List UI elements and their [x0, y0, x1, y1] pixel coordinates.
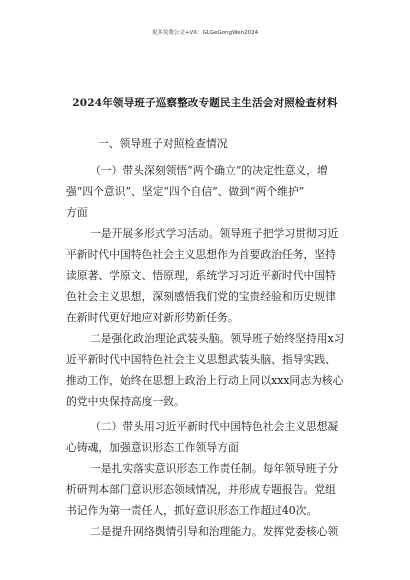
- paragraph-line: 推动工作，始终在思想上政治上行动上同以xxx同志为核心: [66, 374, 344, 387]
- paragraph-line: 二是强化政治理论武装头脑。领导班子始终坚持用x习: [90, 332, 345, 345]
- paragraph-line: 色社会主义思想，深刻感悟我们党的宝贵经验和历史规律: [66, 290, 336, 303]
- paragraph-line: 一是扎实落实意识形态工作责任制。每年领导班子分: [90, 462, 339, 475]
- paragraph-line: 心铸魂，加强意识形态工作领导方面: [66, 441, 239, 454]
- paragraph-line: 读原著、学原文、悟原理，系统学习习近平新时代中国特: [66, 269, 336, 282]
- subsection-heading: （一）带头深刻领悟“两个确立”的决定性意义，增: [90, 164, 328, 177]
- document-title: 2024年领导班子巡察整改专题民主生活会对照检查材料: [72, 97, 338, 109]
- paragraph-line: 析研判本部门意识形态领域情况，并形成专题报告。党组: [66, 483, 336, 496]
- paragraph-line: 平新时代中国特色社会主义思想作为首要政治任务，坚持: [66, 248, 336, 261]
- paragraph-line: 一是开展多形式学习活动。领导班子把学习贯彻习近: [90, 227, 339, 240]
- paragraph-line: 在新时代更好地应对新形势新任务。: [66, 311, 239, 324]
- paragraph-line: 方面: [66, 206, 88, 219]
- subsection-heading: （二）带头用习近平新时代中国特色社会主义思想凝: [90, 420, 339, 433]
- header-note: 更多免费公文+VX：GLGeGongWen2024: [151, 30, 259, 36]
- paragraph-line: 强“四个意识”、坚定“四个自信”、做到“两个维护”: [66, 185, 305, 198]
- paragraph-line: 的党中央保持高度一致。: [66, 395, 185, 408]
- paragraph-line: 书记作为第一责任人，抓好意识形态工作超过40次。: [66, 504, 318, 517]
- paragraph-line: 二是提升网络舆情引导和治理能力。发挥党委核心领: [90, 525, 339, 538]
- section-heading: 一、领导班子对照检查情况: [98, 137, 228, 150]
- paragraph-line: 近平新时代中国特色社会主义思想武装头脑、指导实践、: [66, 353, 336, 366]
